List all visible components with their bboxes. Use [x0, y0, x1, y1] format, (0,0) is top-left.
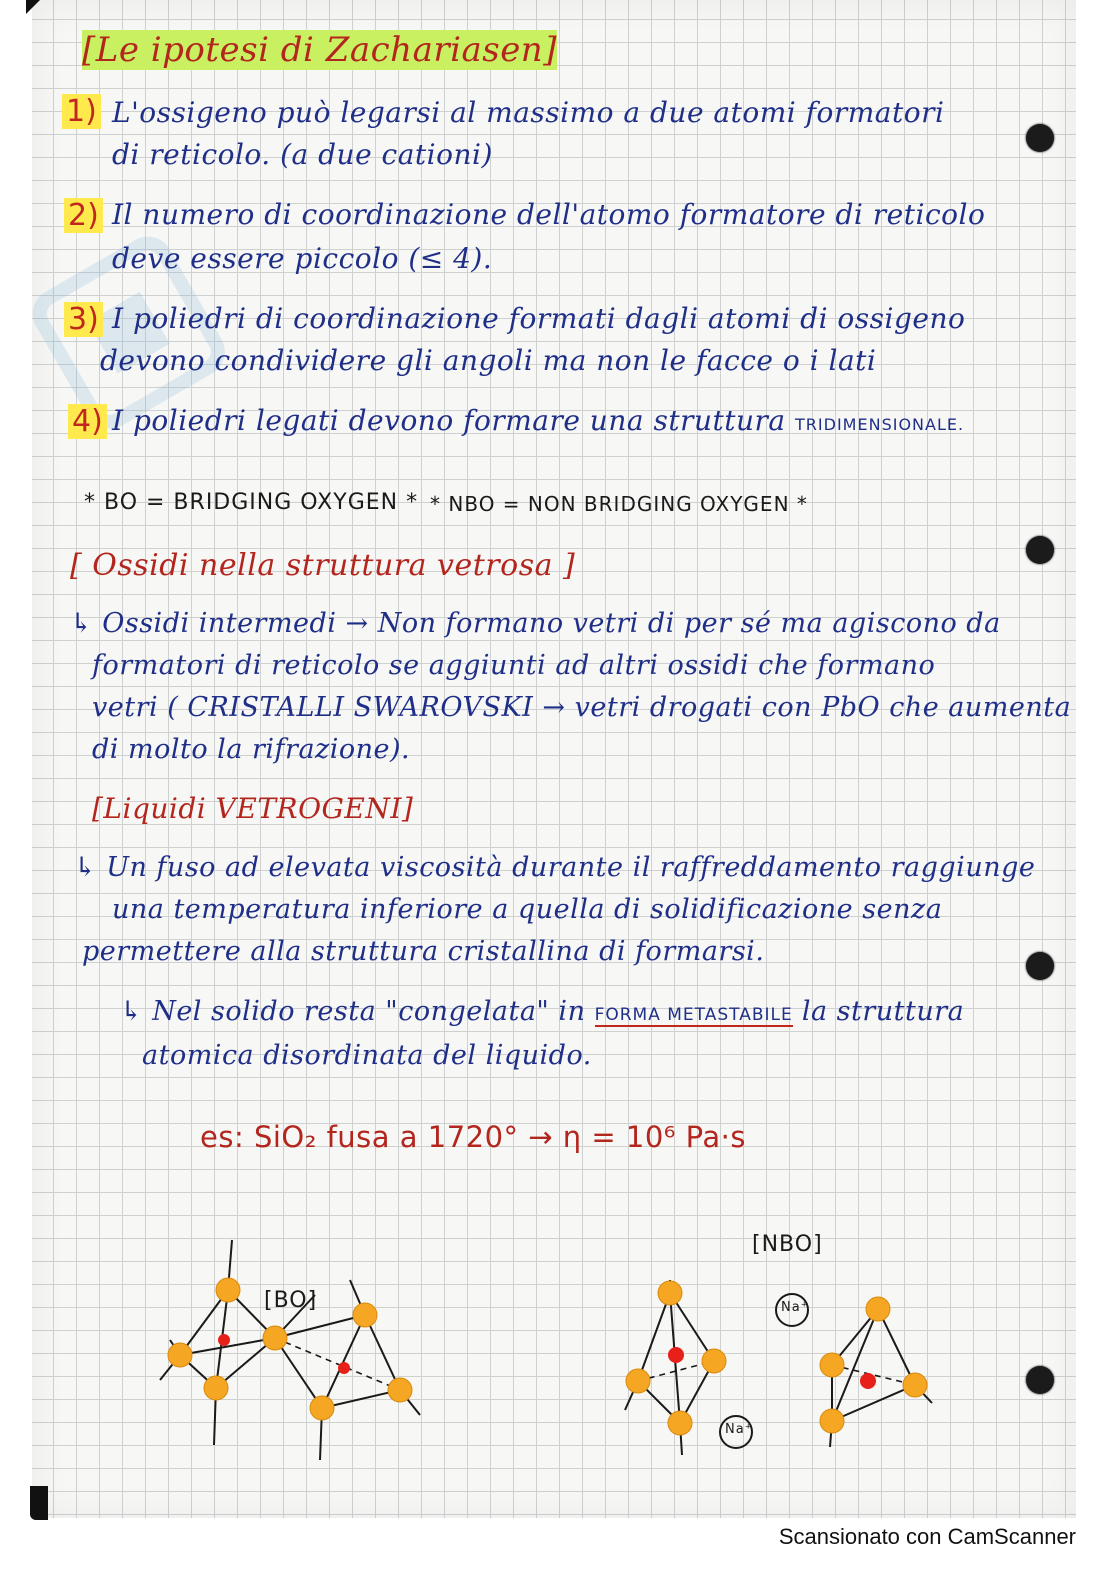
sio2-example: es: SiO₂ fusa a 1720° → η = 10⁶ Pa·s: [200, 1120, 746, 1154]
binder-hole: [1026, 124, 1054, 152]
section-title-glass-liquids: [Liquidi VETROGENI]: [92, 792, 414, 825]
binder-hole: [1026, 952, 1054, 980]
nbo-definition: * NBO = NON BRIDGING OXYGEN *: [430, 492, 808, 516]
nbo-structure-diagram: [610, 1265, 940, 1465]
hypothesis-3-line1: I poliedri di coordinazione formati dagli atomi di ossigeno: [112, 302, 966, 335]
page-corner: [30, 1486, 48, 1520]
hypothesis-2-line2: deve essere piccolo (≤ 4).: [112, 242, 493, 275]
binder-hole: [1026, 536, 1054, 564]
hypothesis-1-line1: L'ossigeno può legarsi al massimo a due atomi formatori: [112, 96, 945, 129]
paragraph-line: di molto la rifrazione).: [92, 734, 411, 765]
bo-label: [BO]: [264, 1288, 318, 1313]
metastable-line: ↳ Nel solido resta "congelata" in FORMA METASTABILE la struttura: [120, 996, 965, 1027]
paragraph-line: una temperatura inferiore a quella di solidificazione senza: [112, 894, 943, 925]
nbo-label: [NBO]: [752, 1232, 823, 1257]
section-title-oxides: [ Ossidi nella struttura vetrosa ]: [70, 548, 576, 583]
binder-hole: [1026, 1366, 1054, 1394]
hypothesis-4-line1: I poliedri legati devono formare una struttura TRIDIMENSIONALE.: [112, 404, 965, 437]
paragraph-line: ↳ Ossidi intermedi → Non formano vetri di per sé ma agiscono da: [70, 608, 1001, 639]
page-title: [Le ipotesi di Zachariasen]: [82, 30, 557, 70]
sodium-ion-label: Na⁺: [725, 1422, 753, 1437]
paragraph-line: atomica disordinata del liquido.: [142, 1040, 592, 1071]
hypothesis-2-line1: Il numero di coordinazione dell'atomo formatore di reticolo: [112, 198, 986, 231]
item-number: 1): [62, 94, 101, 129]
hypothesis-1-line2: di reticolo. (a due cationi): [112, 138, 493, 171]
bo-definition: * BO = BRIDGING OXYGEN *: [84, 490, 419, 515]
paragraph-line: ↳ Un fuso ad elevata viscosità durante il raffreddamento raggiunge: [74, 852, 1036, 883]
hypothesis-3-line2: devono condividere gli angoli ma non le facce o i lati: [100, 344, 877, 377]
scanner-footer: Scansionato con CamScanner: [778, 1524, 1076, 1549]
paragraph-line: formatori di reticolo se aggiunti ad altri ossidi che formano: [92, 650, 936, 681]
item-number: 2): [64, 198, 103, 233]
item-number: 3): [64, 302, 103, 337]
item-number: 4): [68, 404, 107, 439]
paragraph-line: permettere alla struttura cristallina di formarsi.: [82, 936, 765, 967]
bo-structure-diagram: [150, 1230, 440, 1470]
paragraph-line: vetri ( CRISTALLI SWAROVSKI → vetri drogati con PbO che aumenta: [92, 692, 1072, 723]
sodium-ion-label: Na⁺: [781, 1300, 809, 1315]
